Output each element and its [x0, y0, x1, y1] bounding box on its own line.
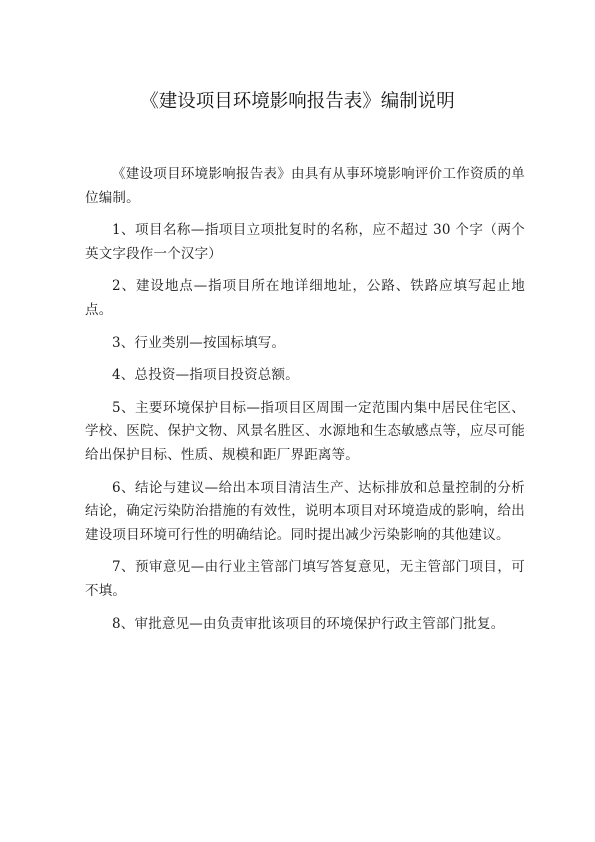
item-total-investment: 4、总投资—指项目投资总额。 [112, 367, 299, 384]
intro-paragraph: 《建设项目环境影响报告表》由具有从事环境影响评价工作资质的单位编制。 [85, 166, 525, 206]
item-project-name: 1、项目名称—指项目立项批复时的名称，应不超过 30 个字（两个英文字段作一个汉字） [85, 222, 525, 262]
item-protection-targets: 5、主要环境保护目标—指项目区周围一定范围内集中居民住宅区、学校、医院、保护文物、风景名胜区、水源地和生态敏感点等，应尽可能给出保护目标、性质、规模和距厂界距离等。 [85, 399, 525, 463]
item-approval-opinion: 8、审批意见—由负责审批该项目的环境保护行政主管部门批复。 [112, 615, 505, 632]
item-conclusion-suggestions: 6、结论与建议—给出本项目清洁生产、达标排放和总量控制的分析结论，确定污染防治措施的有效性，说明本项目对环境造成的影响，给出建设项目环境可行性的明确结论。同时提出减少污染影响的其他建议。 [85, 479, 525, 543]
item-construction-site: 2、建设地点—指项目所在地详细地址，公路、铁路应填写起止地点。 [85, 278, 525, 318]
item-pre-review-opinion: 7、预审意见—由行业主管部门填写答复意见，无主管部门项目，可不填。 [85, 559, 525, 599]
document-body [85, 163, 525, 645]
document-title: 《建设项目环境影响报告表》编制说明 [140, 91, 455, 112]
item-industry-category: 3、行业类别—按国标填写。 [112, 334, 286, 351]
